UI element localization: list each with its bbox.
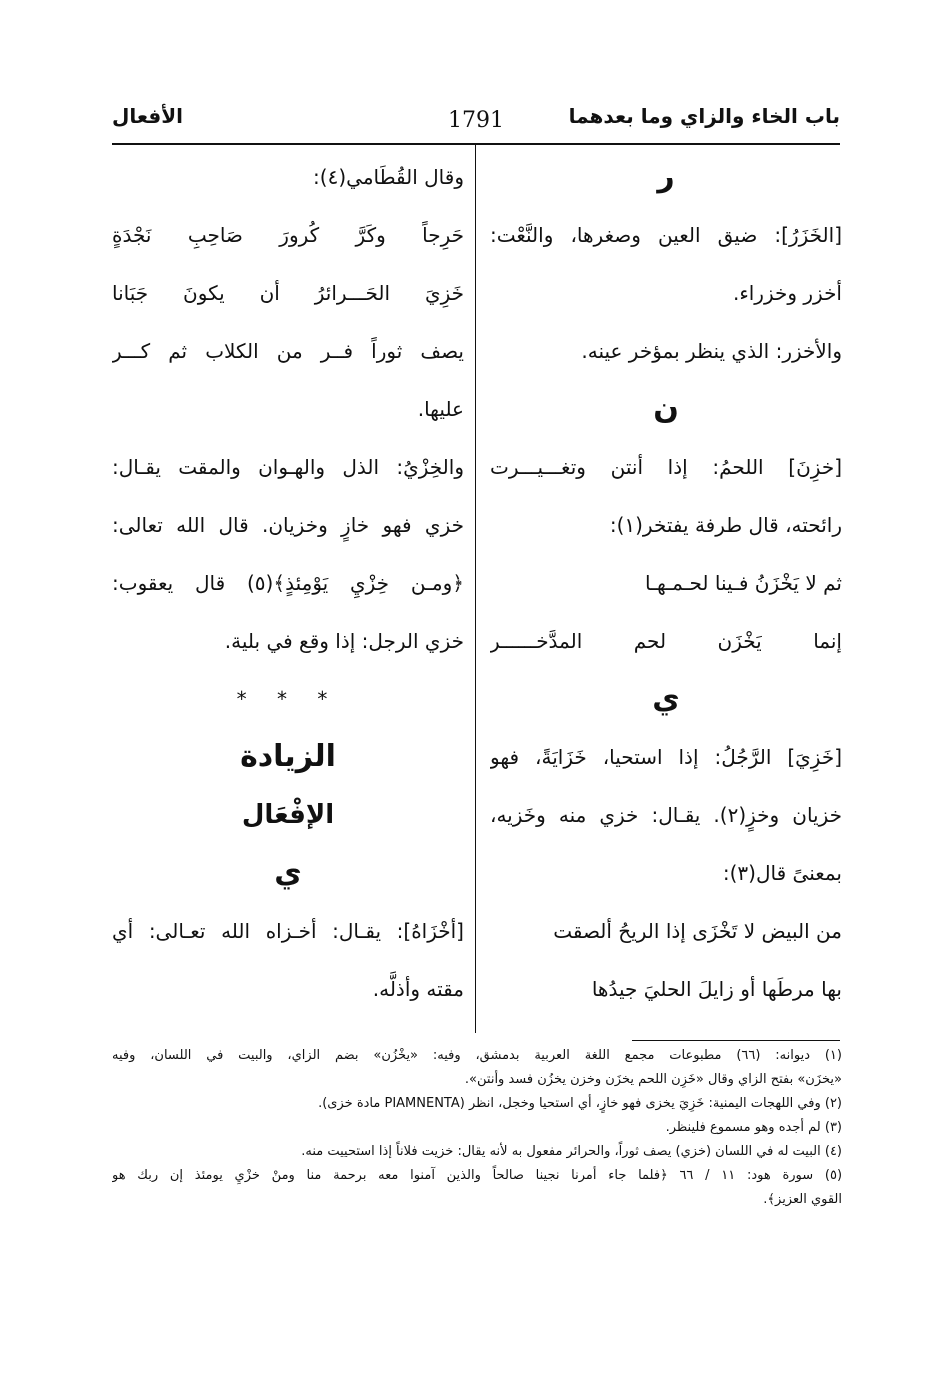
- text-line: [أخْزَاهُ]: يقـال: أخـزاه الله تعـالى: أي: [112, 919, 464, 943]
- text-line: ثم لا يَخْزَنُ فـينا لحـمـهـا: [645, 571, 842, 595]
- subsection-heading: الإفْعَال: [241, 800, 335, 830]
- footnotes: [112, 1044, 842, 1212]
- running-head-section: الأفعال: [112, 104, 183, 128]
- footnote-rule: [632, 1040, 840, 1041]
- footnote-line: (٥) سورة هود: ١١ / ٦٦ ﴿فلما جاء أمرنا نجينا صالحاً والذين آمنوا معه برحمة منا ومنْ خزْيِ يومئذ إن ربك هو: [112, 1168, 842, 1183]
- running-head-chapter: باب الخاء والزاي وما بعدهما: [568, 104, 840, 128]
- section-letter: ر: [657, 159, 675, 194]
- text-line: بها مرطَها أو زايلَ الحليَ جيدُها: [591, 977, 842, 1001]
- text-line: وقال القُطَامي(٤):: [313, 165, 464, 189]
- text-line: والخِزْيُ: الذل والهـوان والمقت يقـال:: [112, 455, 464, 479]
- text-line: أخزر وخزراء.: [732, 281, 842, 305]
- text-line: خزي فهو خازٍ وخزيان. قال الله تعالى:: [112, 513, 464, 537]
- header-rule: [112, 143, 840, 145]
- text-line: مقته وأذلَّه.: [372, 977, 464, 1001]
- text-line: [خزِنَ] اللحمُ: إذا أنتن وتغـــيـــرت: [490, 455, 842, 479]
- text-line: من البيض لا تَخْزَى إذا الريحُ ألصقت: [553, 919, 842, 943]
- text-line: ﴿ومـن خِزْيِ يَوْمِئذٍ﴾(٥) قال يعقوب:: [112, 571, 464, 595]
- page-header: [112, 100, 840, 140]
- section-separator: * * *: [236, 687, 340, 711]
- text-line: خزي الرجل: إذا وقع في بلية.: [224, 629, 464, 653]
- section-letter: ن: [653, 391, 679, 426]
- text-line: حَرِجاً وكَرَّ كُرورَ صَاحِبِ نَجْدَةٍ: [112, 223, 464, 247]
- text-line: رائحته، قال طرفة يفتخر(١):: [609, 513, 842, 537]
- text-line: والأخزر: الذي ينظر بمؤخر عينه.: [581, 339, 842, 363]
- footnote-line: (١) ديوانه: (٦٦) مطبوعات مجمع اللغة العربية بدمشق، وفيه: «يخْزُن» بضم الزاي، والبيت في اللسان، وفيه: [112, 1048, 842, 1063]
- right-column: [490, 148, 842, 1018]
- footnote-line: (٤) البيت له في اللسان (خزي) يصف ثوراً، والحرائر مفعول به لأنه يقال: خزيت فلاناً إذا استحييت منه.: [301, 1144, 842, 1159]
- footnote-line: (٣) لم أجده وهو مسموع فلينظر.: [665, 1120, 842, 1135]
- section-heading: الزيادة: [240, 739, 336, 774]
- text-line: [خَزِيَ] الرَّجُلُ: إذا استحيا، خَزَايَةً، فهو: [490, 745, 842, 769]
- column-divider: [475, 145, 476, 1033]
- footnote-line: القوي العزيز﴾.: [763, 1192, 842, 1207]
- footnote-line: «يخزَن» بفتح الزاي وقال «خَزِن اللحم يخزَن وخزن يخزُن فسد وأنتن».: [464, 1072, 842, 1087]
- page-number: 1791: [448, 108, 504, 133]
- text-line: [الخَزَرُ]: ضيق العين وصغرها، والنَّعْت:: [490, 223, 842, 247]
- text-line: إنما يَخْزَن لحم المدَّخــــــر: [490, 629, 842, 653]
- left-column: [112, 148, 464, 1018]
- text-line: عليها.: [417, 397, 464, 421]
- section-letter: ي: [652, 681, 680, 716]
- text-line: خزيان وخزٍ(٢). يقـال: خزي منه وخَزيه،: [490, 803, 842, 827]
- text-line: بمعنىً قال(٣):: [722, 861, 842, 885]
- text-line: خَزِيَ الحَـــرائرُ أن يكونَ جَبَانا: [112, 281, 464, 305]
- section-letter: ي: [274, 855, 302, 890]
- footnote-line: (٢) وفي اللهجات اليمنية: خَزِيَ يخزى فهو خازٍ، أي استحيا وخجل، انظر (PIAMNENTA مادة خزى).: [318, 1096, 842, 1111]
- text-line: يصف ثوراً فــر من الكلاب ثم كـــر: [112, 339, 464, 363]
